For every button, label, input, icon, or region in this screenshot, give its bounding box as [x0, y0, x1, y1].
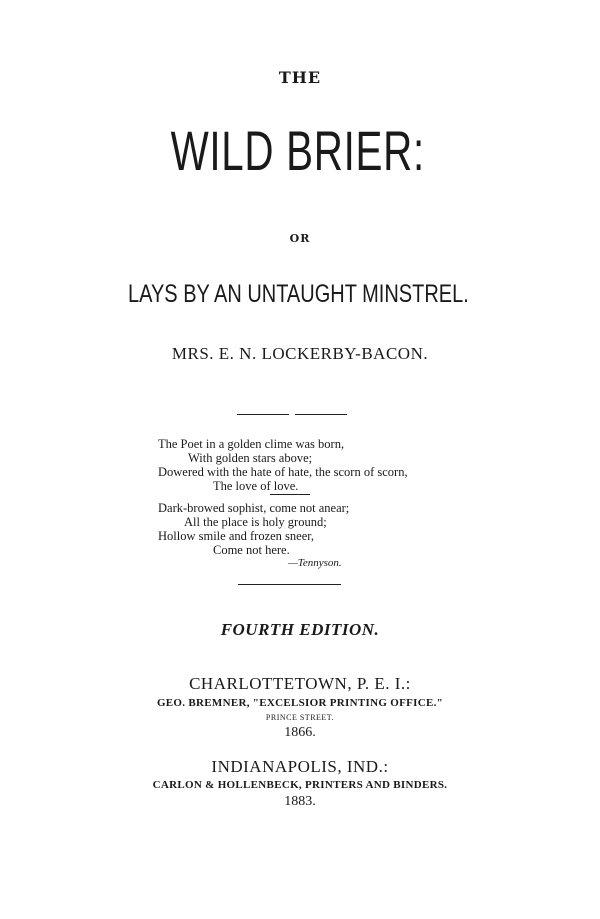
epigraph-line: The Poet in a golden clime was born,: [158, 437, 345, 451]
title-article: THE: [278, 68, 322, 87]
epigraph-attribution: —Tennyson.: [288, 557, 342, 569]
imprint-year-2: 1883.: [284, 794, 316, 809]
epigraph-stanza-1: [158, 437, 408, 493]
divider-rule-right: [295, 414, 347, 415]
imprint-printer-1: GEO. BREMNER, "EXCELSIOR PRINTING OFFICE.": [156, 697, 444, 709]
edition-label: FOURTH EDITION.: [220, 620, 380, 639]
epigraph-line: The love of love.: [213, 479, 299, 493]
imprint-city-2: INDIANAPOLIS, IND.:: [211, 757, 389, 776]
divider-rule-bottom: [238, 584, 341, 585]
epigraph-line: Dowered with the hate of hate, the scorn of scorn,: [158, 465, 408, 479]
epigraph-line: With golden stars above;: [188, 451, 313, 465]
imprint-year-1: 1866.: [284, 725, 316, 740]
epigraph-line: All the place is holy ground;: [184, 515, 327, 529]
author-name: MRS. E. N. LOCKERBY-BACON.: [171, 344, 429, 363]
imprint-printer-2: CARLON & HOLLENBECK, PRINTERS AND BINDERS.: [152, 779, 448, 791]
imprint-city-1: CHARLOTTETOWN, P. E. I.:: [189, 674, 411, 693]
epigraph-line: Hollow smile and frozen sneer,: [158, 529, 315, 543]
stanza-divider: [270, 494, 310, 495]
book-title: WILD BRIER:: [170, 119, 425, 182]
epigraph-line: Come not here.: [213, 543, 290, 557]
book-subtitle: LAYS BY AN UNTAUGHT MINSTREL.: [127, 280, 469, 308]
epigraph-stanza-2: [158, 501, 349, 557]
divider-rule-left: [237, 414, 289, 415]
title-conjunction: OR: [289, 232, 311, 245]
epigraph-line: Dark-browed sophist, come not anear;: [158, 501, 350, 515]
imprint-street-1: PRINCE STREET.: [265, 713, 335, 722]
